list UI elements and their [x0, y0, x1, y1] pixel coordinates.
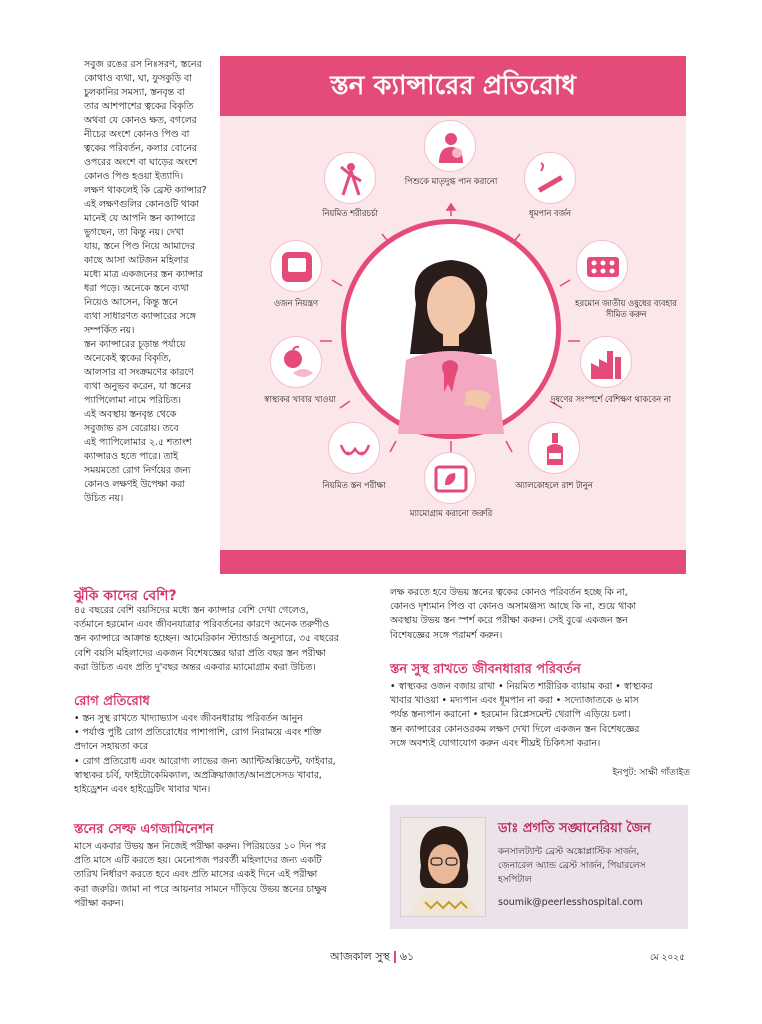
text-line: কোনও পিণ্ড হওয়া ইত্যাদি। [84, 171, 184, 182]
no-smoking-icon [533, 161, 569, 197]
text-line: প্যাপিলোমা নামে পরিচিত। [84, 395, 182, 406]
text-line: এই লক্ষণগুলির কোনওটি থাকা [84, 199, 199, 210]
text-line: সঙ্গে অবশ্যই যোগাযোগ করুন এবং শীঘ্রই চিকিৎসা করান। [390, 737, 601, 749]
alcohol-node [528, 422, 580, 474]
text-line: সবুজ রঙের রস নিঃসরণ, স্তনের [84, 59, 202, 70]
issue-date: মে ২০২৫ [650, 953, 685, 963]
healthy-food-node [270, 336, 322, 388]
caption-weight-control: ওজন নিয়ন্ত্রণ [273, 298, 319, 308]
caption-mammogram: ম্যামোগ্রাম করানো জরুরি [409, 508, 493, 518]
text-line: বিশেষজ্ঞের সঙ্গে পরামর্শ করুন। [390, 629, 503, 641]
text-line: তার আশপাশের ত্বকের বিকৃতি [84, 101, 194, 112]
text-line: এই অবস্থায় স্তনবৃন্ত থেকে [84, 409, 177, 420]
text-line: উচিত নয়। [84, 493, 124, 504]
center-woman-circle [341, 219, 561, 439]
caption-pollution: দূষণের সংস্পর্শে বেশিক্ষণ থাকবেন না [550, 394, 672, 404]
hormone-pills-node [576, 240, 628, 292]
text-line: নীচের অংশে কোনও পিণ্ড বা [84, 129, 190, 140]
text-line: ভুগছেন, তা কিন্তু নয়। দেখা [84, 227, 184, 238]
text-line: কনসালট্যান্ট ব্রেস্ট অঙ্কোপ্লাস্টিক সার্জন, [498, 847, 640, 857]
text-line: ব্যথা সাধারণত ক্যান্সারের সঙ্গে [84, 311, 196, 322]
self-exam-heading: স্তনের সেল্ফ এগজামিনেশন [74, 822, 214, 837]
text-line: স্বাস্থ্যকর চর্বি, ফাইটোকেমিক্যাল, অপ্রক্রিয়াজাত/আনপ্রসেসড খাবার, [74, 769, 322, 781]
left-column-text [84, 58, 212, 506]
text-line: বর্তমানে হরমোন এবং জীবনযাত্রার পরিবর্তনের কারণে অনেক তরুণীও [74, 619, 330, 631]
caption-alcohol: অ্যালকোহলে রাশ টানুন [515, 480, 593, 490]
text-line: প্রদানে সহায়তা করে [74, 741, 148, 753]
text-line: করা জরুরি। জামা না পরে আয়নার সামনে দাঁড়িয়ে উভয় স্তনের চাক্ষুষ [74, 883, 327, 895]
text-line: লক্ষ করতে হবে উভয় স্তনের ত্বকের কোনও পরিবর্তন হচ্ছে কি না, [390, 587, 628, 598]
right-intro-body [390, 586, 690, 643]
prevention-heading: রোগ প্রতিরোধ [74, 694, 150, 709]
text-line: অথবা যে কোনও ক্ষত, বগলের [84, 115, 197, 126]
author-email: soumik@peerlesshospital.com [498, 897, 643, 908]
breast-exam-icon [337, 431, 373, 467]
mammogram-node [424, 452, 476, 504]
caption-breastfeeding: পিশুকে মাতৃদুগ্ধ পান করানো [404, 176, 498, 186]
text-line: হাইড্রেশন এবং হাইড্রেটিং খাবার খান। [74, 784, 211, 796]
caption-no-smoking: ধূমপান বর্জন [529, 208, 571, 218]
no-smoking-node [524, 152, 576, 204]
text-line: ওপরের অংশে বা ঘাড়ের অংশে [84, 157, 198, 168]
prevention-body [74, 712, 384, 797]
self-exam-body [74, 840, 384, 911]
text-line: করা উচিত এবং প্রতি দু'বছর অন্তর একবার ম্যামোগ্রাম করা উচিত। [74, 661, 316, 673]
author-photo [400, 817, 486, 917]
text-line: কাছে আসা আটজন মহিলার [84, 255, 189, 266]
text-line: নিয়েও আসেন, কিন্তু স্তনে [84, 297, 178, 308]
mammogram-icon [433, 461, 469, 497]
weight-control-node [270, 240, 322, 292]
risk-body [74, 604, 384, 675]
pill-strip-icon [585, 249, 621, 285]
factory-icon [589, 345, 625, 381]
text-line: চুলকানির সমস্যা, স্তনবৃন্ত বা [84, 87, 185, 98]
text-line: ত্বকের পরিবর্তন, কলার বোনের [84, 143, 197, 154]
breastfeeding-icon [433, 129, 469, 165]
text-line: পর্যন্ত স্তন্যপান করানো • হরমোন রিপ্লেসমেন্ট থেরাপি এড়িয়ে চলা। [390, 709, 631, 721]
text-line: বেশি বয়সি মহিলাদের একজন বিশেষজ্ঞের দ্বারা প্রতি বছর স্তন পরীক্ষা [74, 647, 326, 659]
caption-hormone-pills: হরমোন জাতীয় ওষুধের ব্যবহার সীমিত করুন [575, 298, 677, 319]
text-line: মধ্যে মাত্র একজনের স্তন ক্যান্সার [84, 269, 203, 280]
text-line: খাবার খাওয়া • মদ্যপান এবং ধূমপান না করা • সদ্যোজাতকে ৬ মাস [390, 695, 639, 707]
text-line: • স্তন সুস্থ রাখতে খাদ্যাভ্যাস এবং জীবনধারায় পরিবর্তন আনুন [74, 713, 303, 724]
text-line: জেনারেল অ্যান্ড ব্রেস্ট সার্জন, পিয়ারলেস [498, 861, 646, 871]
exercise-node [324, 152, 376, 204]
text-line: সবুজাভ রস বেরোয়। তবে [84, 423, 179, 434]
exercise-icon [333, 161, 369, 197]
text-line: স্তন ক্যান্সারের কোনওরকম লক্ষণ দেখা দিলে একজন স্তন বিশেষজ্ঞের [390, 723, 640, 735]
text-line: সময়মতো রোগ নির্ণয়ের জন্য [84, 465, 191, 476]
weighing-scale-icon [279, 249, 315, 285]
text-line: স্তন ক্যান্সারের চূড়ান্ত পর্যায়ে [84, 339, 186, 350]
woman-pink-ribbon-icon [346, 224, 556, 434]
risk-heading: ঝুঁকি কাদের বেশি? [74, 588, 177, 604]
text-line: ধরা পড়ে। অনেকে স্তনে ব্যথা [84, 283, 189, 294]
text-line: ৪৫ বছরের বেশি বয়সিদের মধ্যে স্তন ক্যান্সার বেশি দেখা গেলেও, [74, 605, 309, 616]
text-line: কোথাও ব্যথা, ঘা, ফুসকুড়ি বা [84, 73, 192, 84]
text-line: স্তন ক্যান্সারে আক্রান্ত হচ্ছেন। আমেরিকান স্ট্যান্ডার্ড অনুসারে, ৩৫ বছরের [74, 633, 339, 645]
prevention-infographic [220, 56, 686, 574]
text-line: সম্পর্কিত নয়। [84, 325, 135, 336]
breast-exam-node [328, 422, 380, 474]
text-line: হসপিটাল [498, 875, 532, 885]
text-line: এই প্যাপিলোমার ২.৫ শতাংশ [84, 437, 192, 448]
text-line: মাসে একবার উভয় স্তন নিজেই পরীক্ষা করুন। পিরিয়ডের ১০ দিন পর [74, 841, 327, 852]
lifestyle-body [390, 680, 690, 751]
text-line: ক্যান্সারও হতে পারে। তাই [84, 451, 179, 462]
breastfeeding-node [424, 120, 476, 172]
footer-divider [394, 951, 396, 963]
author-designation [498, 845, 682, 887]
page-number: ৬১ [399, 950, 415, 963]
page-footer [330, 948, 414, 967]
text-line: অবস্থায় উভয় স্তন স্পর্শ করে পরীক্ষা করুন। সেই বুঝে একজন স্তন [390, 615, 628, 627]
pollution-node [580, 336, 632, 388]
text-line: অনেকেই ত্বকের বিকৃতি, [84, 353, 172, 364]
magazine-name: আজকাল সুস্থ [330, 950, 390, 963]
healthy-food-icon [279, 345, 315, 381]
author-name: ডাঃ প্রগতি সঙ্ঘানেরিয়া জৈন [498, 821, 651, 836]
caption-exercise: নিয়মিত শরীরচর্চা [322, 208, 378, 218]
text-line: • পর্যাপ্ত পুষ্টি রোগ প্রতিরোধের পাশাপাশি, রোগ নিরাময়ে এবং শক্তি [74, 727, 322, 739]
infographic-title: স্তন ক্যান্সারের প্রতিরোধ [220, 56, 686, 116]
caption-breast-exam: নিয়মিত স্তন পরীক্ষা [322, 480, 386, 490]
text-line: • রোগ প্রতিরোধ এবং আরোগ্য লাভের জন্য অ্যান্টিঅক্সিডেন্ট, ফাইবার, [74, 755, 336, 767]
text-line: মানেই যে আপনি স্তন ক্যান্সারে [84, 213, 196, 224]
text-line: তারিখ নির্ধারণ করতে হবে এবং প্রতি মাসের একই দিনে এই পরীক্ষা [74, 869, 318, 881]
text-line: প্রতি মাসে এটি করতে হয়। মেনোপজ পরবর্তী মহিলাদের জন্য একটি [74, 855, 322, 867]
alcohol-bottle-icon [537, 431, 573, 467]
text-line: ব্যথা অনুভব করেন, যা স্তনের [84, 381, 192, 392]
text-line: পরীক্ষা করুন। [74, 897, 124, 909]
author-portrait-icon [401, 818, 486, 917]
text-line: যায়, স্তনে পিণ্ড নিয়ে আমাদের [84, 241, 195, 252]
text-line: লক্ষণ থাকলেই কি ব্রেস্ট ক্যান্সার? [84, 185, 207, 196]
caption-healthy-food: স্বাস্থ্যকর খাবার খাওয়া [264, 394, 336, 404]
author-box [390, 805, 688, 929]
input-credit: ইনপুট: সাক্ষী গাঁতাইত [612, 768, 690, 778]
lifestyle-heading: স্তন সুস্থ রাখতে জীবনধারার পরিবর্তন [390, 662, 581, 677]
text-line: কোনও দৃশ্যমান পিণ্ড বা কোনও অসামঞ্জস্য আছে কি না, শুয়ে থাকা [390, 601, 637, 613]
text-line: কোনও লক্ষণই উপেক্ষা করা [84, 479, 185, 490]
text-line: • স্বাস্থ্যকর ওজন বজায় রাখা • নিয়মিত শারীরিক ব্যায়াম করা • স্বাস্থ্যকর [390, 681, 653, 692]
text-line: আলসার বা সংক্রমণের কারণে [84, 367, 194, 378]
